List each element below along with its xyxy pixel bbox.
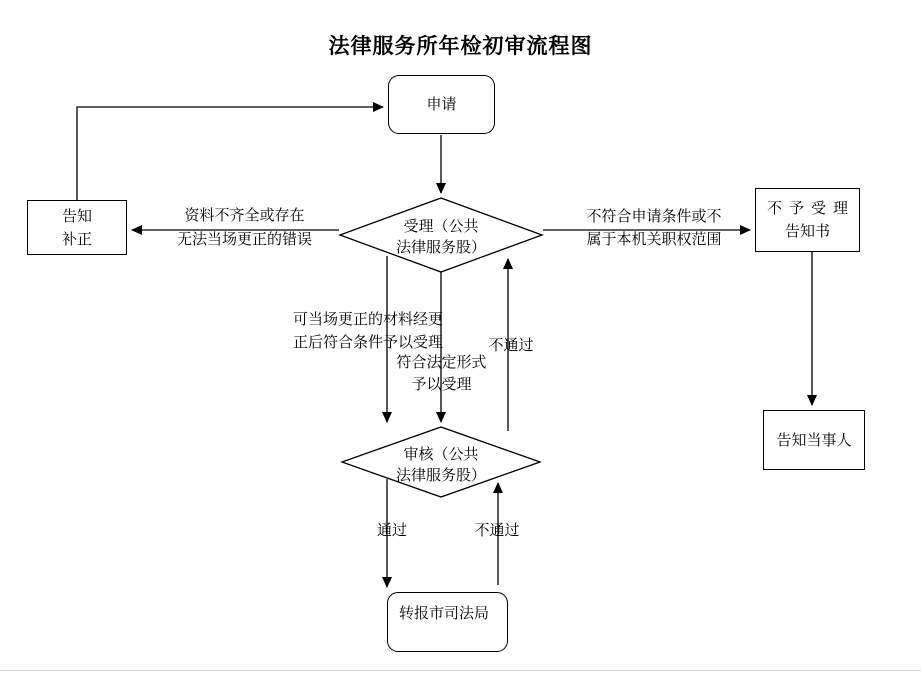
review-diamond-line2: 法律服务股） bbox=[395, 467, 486, 484]
review-diamond-line1: 审核（公共 bbox=[403, 446, 479, 463]
edge-label-fail-upper: 不通过 bbox=[488, 337, 534, 354]
node-inform-party-label: 告知当事人 bbox=[776, 431, 852, 449]
edge-label-incomplete bbox=[162, 204, 327, 252]
node-forward-label: 转报市司法局 bbox=[399, 605, 490, 622]
accept-diamond-line2: 法律服务股） bbox=[395, 239, 486, 256]
edge-label-not-qualified-line2: 属于本机关职权范围 bbox=[586, 231, 722, 248]
edge-label-legal-form-line2: 予以受理 bbox=[411, 376, 472, 393]
edge-label-not-qualified-line1: 不符合申请条件或不 bbox=[586, 208, 722, 225]
node-notify-correction-line1: 告知 bbox=[61, 207, 92, 225]
edge-label-correctable-line2: 正后符合条件予以受理 bbox=[293, 334, 444, 351]
edge-label-correctable bbox=[293, 308, 465, 354]
edge-label-legal-form-line1: 符合法定形式 bbox=[396, 354, 487, 371]
node-notify-correction bbox=[27, 200, 127, 255]
review-diamond-label bbox=[341, 444, 541, 486]
edge-label-not-qualified bbox=[578, 205, 730, 251]
edge-label-incomplete-line2: 无法当场更正的错误 bbox=[176, 231, 312, 248]
arrow-notify-correction-to-apply bbox=[77, 107, 383, 200]
node-reject-notice-line2: 告知书 bbox=[784, 223, 830, 240]
node-reject-notice bbox=[755, 188, 860, 252]
page-title: 法律服务所年检初审流程图 bbox=[328, 35, 593, 58]
node-forward bbox=[387, 592, 508, 652]
edge-label-fail-lower: 不通过 bbox=[474, 522, 520, 539]
accept-diamond-line1: 受理（公共 bbox=[403, 218, 479, 235]
node-apply bbox=[388, 75, 495, 134]
edge-label-pass: 通过 bbox=[376, 522, 407, 539]
accept-diamond-label bbox=[341, 216, 541, 258]
node-notify-correction-line2: 补正 bbox=[61, 230, 92, 248]
node-inform-party bbox=[763, 410, 865, 470]
page-border-bottom bbox=[0, 670, 921, 671]
edge-label-incomplete-line1: 资料不齐全或存在 bbox=[184, 207, 305, 224]
edge-label-correctable-line1: 可当场更正的材料经更 bbox=[293, 311, 444, 328]
edge-label-legal-form bbox=[369, 352, 514, 396]
node-reject-notice-line1: 不予受理 bbox=[766, 200, 855, 217]
node-apply-label: 申请 bbox=[426, 96, 457, 113]
